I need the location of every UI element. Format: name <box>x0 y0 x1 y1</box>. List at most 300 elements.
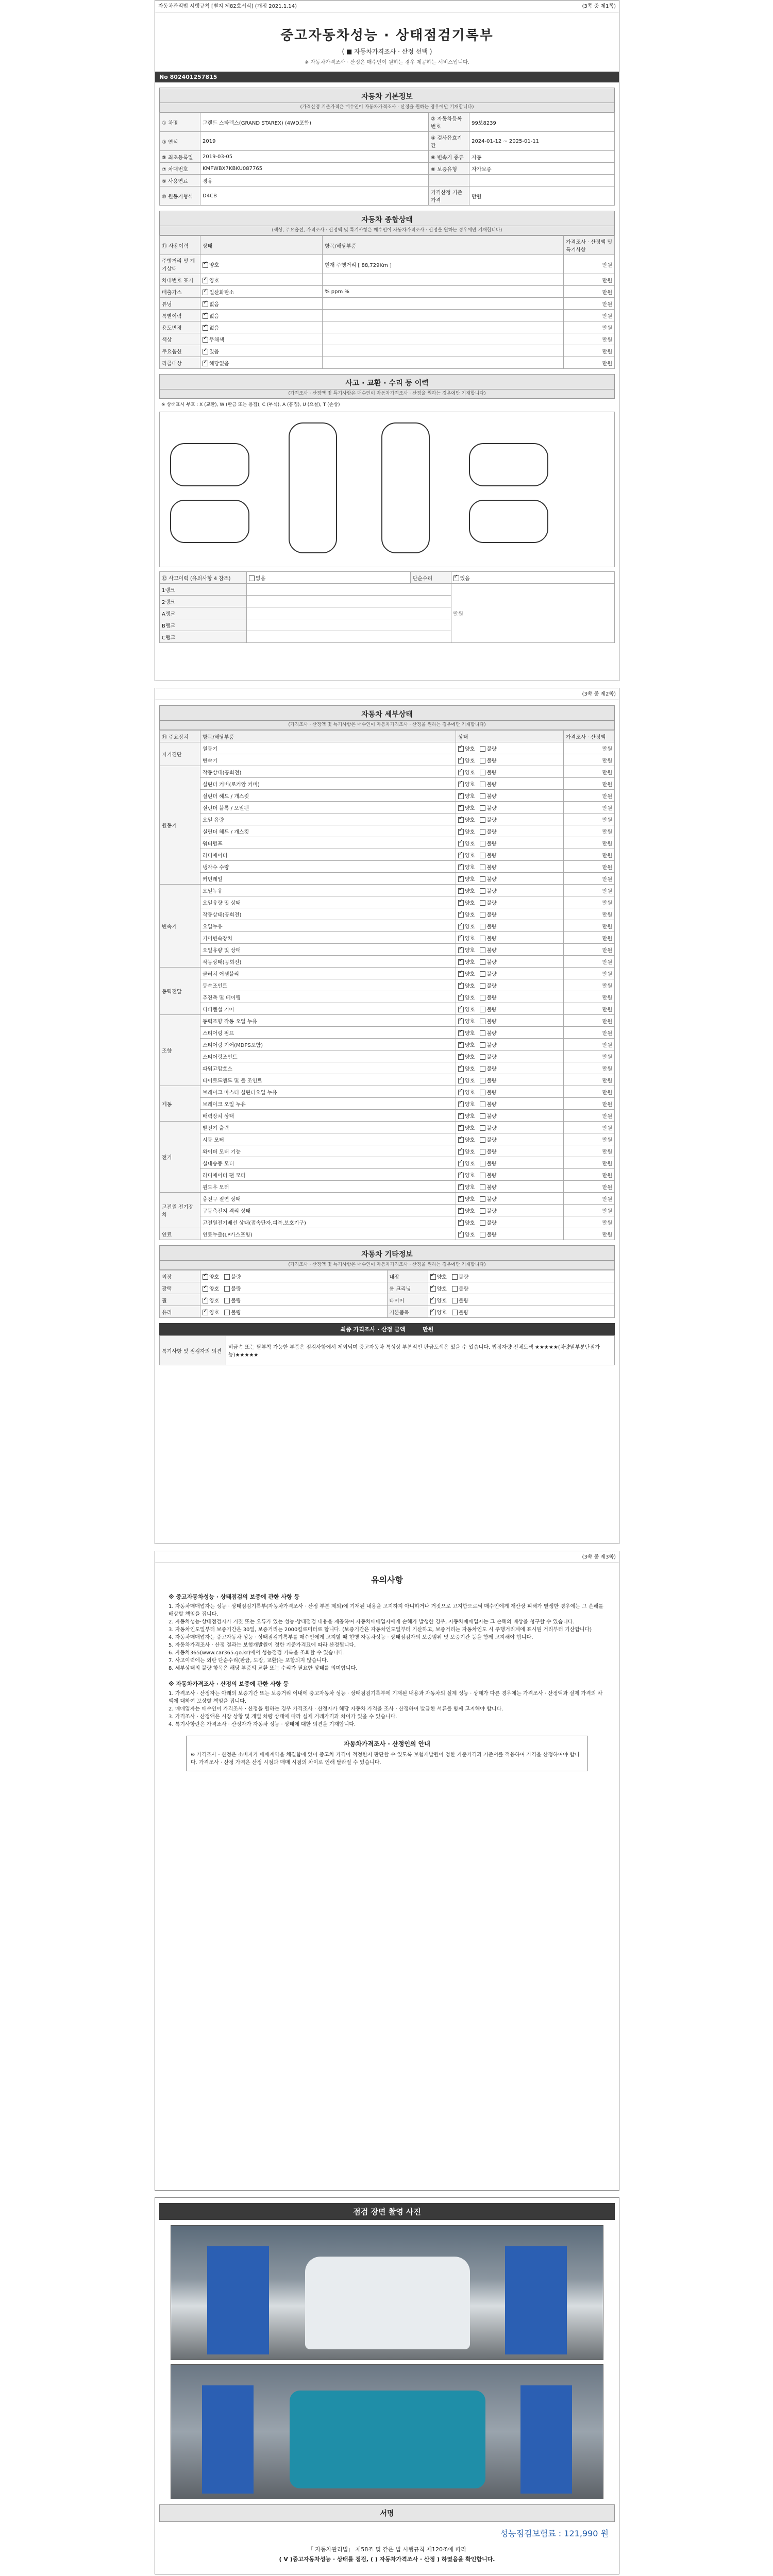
detail-row <box>160 802 615 814</box>
notice-line: 3. 가격조사 · 산정액은 시장 상황 및 개별 차량 상태에 따라 실제 거래가격과 차이가 있을 수 있습니다. <box>169 1714 397 1720</box>
basic-row <box>160 132 615 151</box>
rank2-value <box>247 596 451 607</box>
state-bad: 불량 <box>486 936 497 942</box>
checkbox-checked <box>458 912 464 918</box>
state-bad: 불량 <box>458 1274 469 1280</box>
detail-price: 만원 <box>564 742 615 754</box>
detail-price: 만원 <box>564 944 615 956</box>
detail-row <box>160 1039 615 1050</box>
detail-price: 만원 <box>564 1205 615 1216</box>
insurance-fee: 성능점검보험료 : 121,990 원 <box>500 2529 609 2538</box>
detail-table <box>159 730 615 1240</box>
checkbox-checked <box>458 1090 464 1095</box>
checkbox-checked <box>458 793 464 799</box>
basic-value-2: 2024-01-12 ~ 2025-01-11 <box>469 132 615 151</box>
checkbox-checked <box>458 865 464 870</box>
state-bad: 불량 <box>486 1232 497 1238</box>
detail-row <box>160 1181 615 1193</box>
summary-price: 만원 <box>564 255 615 274</box>
detail-row <box>160 1110 615 1122</box>
sign-line-2: ( V )중고자동차성능 · 상태를 점검, ( ) 자동차가격조사 · 산정 ) 하였음을 확인합니다. <box>279 2556 495 2563</box>
state-bad: 불량 <box>231 1286 241 1292</box>
detail-price: 만원 <box>564 1027 615 1039</box>
state-good: 양호 <box>465 1078 475 1084</box>
summary-price: 만원 <box>564 286 615 298</box>
state-good: 양호 <box>465 1173 475 1179</box>
summary-state-cell <box>200 333 323 345</box>
state-bad: 불량 <box>486 995 497 1001</box>
state-bad: 불량 <box>486 758 497 764</box>
checkbox-checked <box>203 1286 208 1292</box>
basic-row <box>160 163 615 175</box>
notice-line: 1. 가격조사 · 산정자는 아래의 보증기간 또는 보증거리 이내에 중고자동차 성능 · 상태점검기록부에 기재된 내용과 자동차의 실제 성능 · 상태가 다른 경우에는 가격조사 · 산정액과 실제 가격의 차액에 대하여 보상할 책임을 집니다. <box>169 1691 603 1704</box>
detail-item: 변속기 <box>200 754 456 766</box>
state-good: 양호 <box>465 900 475 906</box>
checkbox <box>480 1007 485 1012</box>
state-good: 양호 <box>436 1274 447 1280</box>
checkbox-checked <box>458 770 464 775</box>
detail-price: 만원 <box>564 849 615 861</box>
basic-value: D4CB <box>200 187 429 206</box>
detail-row <box>160 1086 615 1098</box>
state-bad: 불량 <box>486 1161 497 1167</box>
summary-state: 없음 <box>209 313 220 319</box>
summary-state-cell <box>200 274 323 286</box>
state-good: 양호 <box>465 770 475 776</box>
summary-heading: 자동차 종합상태 <box>159 211 615 226</box>
summary-state: 있음 <box>209 349 220 355</box>
detail-row <box>160 861 615 873</box>
rank2-label: 2랭크 <box>160 596 247 607</box>
state-good: 양호 <box>465 1232 475 1238</box>
detail-row <box>160 932 615 944</box>
detail-price: 만원 <box>564 766 615 778</box>
detail-row <box>160 1228 615 1240</box>
detail-item: 스티어링 펌프 <box>200 1027 456 1039</box>
summary-state: 해당없음 <box>209 361 229 367</box>
other-item: 타이어 <box>387 1294 428 1306</box>
checkbox-checked <box>458 1078 464 1083</box>
state-good: 양호 <box>465 782 475 788</box>
final-amount: 만원 <box>423 1326 434 1333</box>
detail-row <box>160 979 615 991</box>
detail-state-cell <box>456 991 564 1003</box>
checkbox-checked <box>458 995 464 1001</box>
state-bad: 불량 <box>486 817 497 823</box>
state-good: 양호 <box>465 888 475 894</box>
other-item: 내장 <box>387 1270 428 1282</box>
checkbox-checked <box>458 1019 464 1024</box>
checkbox <box>452 1274 458 1280</box>
detail-row <box>160 896 615 908</box>
basic-value: 2019-03-05 <box>200 151 429 163</box>
page-4 <box>155 2197 619 2574</box>
state-good: 양호 <box>465 1113 475 1120</box>
checkbox-checked <box>458 936 464 941</box>
detail-state-cell <box>456 1110 564 1122</box>
notice-head-2: ※ 자동차가격조사 · 산정의 보증에 관한 사항 등 <box>169 1681 289 1687</box>
detail-item: 구동축전지 격리 상태 <box>200 1205 456 1216</box>
checkbox <box>480 900 485 906</box>
detail-price: 만원 <box>564 1157 615 1169</box>
detail-row <box>160 837 615 849</box>
ranka-value <box>247 607 451 619</box>
photo-section-title: 점검 장면 촬영 사진 <box>159 2203 615 2220</box>
detail-item: 브레이크 마스터 실린더오일 누유 <box>200 1086 456 1098</box>
detail-state-cell <box>456 1181 564 1193</box>
detail-price: 만원 <box>564 1122 615 1133</box>
checkbox-checked <box>458 1220 464 1226</box>
car-top-outline <box>289 422 337 553</box>
checkbox <box>480 1208 485 1214</box>
detail-col-header: ⑭ 주요장치 <box>160 731 200 742</box>
checkbox-checked <box>458 1054 464 1060</box>
detail-item: 추진축 및 베어링 <box>200 991 456 1003</box>
detail-item: 와이퍼 모터 기능 <box>200 1145 456 1157</box>
vehicle-rear-image <box>290 2391 485 2488</box>
detail-state-cell <box>456 1205 564 1216</box>
detail-item: 브레이크 오일 누유 <box>200 1098 456 1110</box>
summary-state-cell <box>200 298 323 310</box>
detail-group: 자기진단 <box>160 742 200 766</box>
state-good: 양호 <box>465 876 475 883</box>
checkbox-checked <box>203 349 208 354</box>
checkbox-checked <box>458 1232 464 1238</box>
checkbox-checked <box>203 290 208 295</box>
summary-detail <box>323 357 564 369</box>
other-item: 외장 <box>160 1270 200 1282</box>
detail-row <box>160 1205 615 1216</box>
detail-item: 실린더 블록 / 오일팬 <box>200 802 456 814</box>
rankb-label: B랭크 <box>160 619 247 631</box>
detail-state-cell <box>456 1039 564 1050</box>
summary-price: 만원 <box>564 345 615 357</box>
state-good: 양호 <box>465 1007 475 1013</box>
detail-row <box>160 908 615 920</box>
detail-state-cell <box>456 932 564 944</box>
state-good: 양호 <box>465 1220 475 1226</box>
checkbox <box>480 853 485 858</box>
notice-line: 2. 매매업자는 매수인이 가격조사 · 산정을 원하는 경우 가격조사 · 산정자가 해당 자동차 가격을 조사 · 산정하여 발급한 서류를 함께 고지해야 합니다. <box>169 1706 503 1712</box>
summary-state: 없음 <box>209 325 220 331</box>
checkbox <box>480 1149 485 1155</box>
summary-detail <box>323 298 564 310</box>
checkbox-checked <box>458 924 464 929</box>
detail-item: 스티어링조인트 <box>200 1050 456 1062</box>
detail-state-cell <box>456 896 564 908</box>
state-good: 양호 <box>465 1101 475 1108</box>
detail-item: 냉각수 수량 <box>200 861 456 873</box>
checkbox <box>480 924 485 929</box>
summary-col-header: ⑪ 사용이력 <box>160 236 200 255</box>
detail-item: 오일 유량 <box>200 814 456 825</box>
detail-price: 만원 <box>564 1003 615 1015</box>
detail-price: 만원 <box>564 837 615 849</box>
checkbox-checked <box>458 876 464 882</box>
basic-value: 2019 <box>200 132 429 151</box>
detail-state-cell <box>456 814 564 825</box>
summary-detail <box>323 345 564 357</box>
state-good: 양호 <box>465 829 475 835</box>
detail-item: 라디에이터 <box>200 849 456 861</box>
checkbox <box>480 829 485 835</box>
detail-state-cell <box>456 1003 564 1015</box>
state-good: 양호 <box>465 924 475 930</box>
detail-item: 작동상태(공회전) <box>200 908 456 920</box>
summary-item: 튜닝 <box>160 298 200 310</box>
checkbox-checked <box>458 1173 464 1178</box>
checkbox <box>480 959 485 965</box>
summary-item: 배출가스 <box>160 286 200 298</box>
detail-state-cell <box>456 956 564 968</box>
detail-state-cell <box>456 1027 564 1039</box>
detail-row <box>160 1027 615 1039</box>
checkbox <box>480 912 485 918</box>
other-table <box>159 1270 615 1318</box>
detail-state-cell <box>456 979 564 991</box>
detail-row <box>160 1015 615 1027</box>
sign-heading: 서명 <box>159 2504 615 2522</box>
checkbox <box>480 888 485 894</box>
summary-detail <box>323 333 564 345</box>
state-good: 양호 <box>209 1274 220 1280</box>
car-side-outline-3 <box>469 443 548 486</box>
state-bad: 불량 <box>458 1310 469 1316</box>
checkbox <box>452 1286 458 1292</box>
detail-item: 디퍼렌셜 기어 <box>200 1003 456 1015</box>
detail-price: 만원 <box>564 932 615 944</box>
detail-row <box>160 766 615 778</box>
detail-state-cell <box>456 742 564 754</box>
final-heading <box>159 1323 615 1335</box>
detail-state-cell <box>456 908 564 920</box>
detail-price: 만원 <box>564 802 615 814</box>
checkbox-checked <box>458 1149 464 1155</box>
checkbox-checked <box>458 971 464 977</box>
state-bad: 불량 <box>486 770 497 776</box>
state-bad: 불량 <box>486 1137 497 1143</box>
state-bad: 불량 <box>486 1220 497 1226</box>
checkbox-checked <box>458 900 464 906</box>
checkbox <box>480 1232 485 1238</box>
basic-key-2: 가격산정 기준가격 <box>429 187 469 206</box>
detail-group: 전기 <box>160 1122 200 1193</box>
basic-value-2: 만원 <box>469 187 615 206</box>
detail-row <box>160 1193 615 1205</box>
state-bad: 불량 <box>486 1042 497 1048</box>
form-id: 자동차관리법 시행규칙 [별지 제82호서식] (개정 2021.1.14) <box>158 4 297 9</box>
detail-state-cell <box>456 885 564 896</box>
basic-key-2: ② 자동차등록번호 <box>429 113 469 132</box>
summary-row <box>160 333 615 345</box>
state-good: 양호 <box>209 1298 220 1304</box>
checkbox-checked <box>458 782 464 787</box>
detail-row <box>160 956 615 968</box>
detail-group: 고전원 전기장치 <box>160 1193 200 1228</box>
car-side-outline-4 <box>469 500 548 543</box>
detail-row <box>160 814 615 825</box>
state-bad: 불량 <box>486 1066 497 1072</box>
notice-line: 4. 특기사항란은 가격조사 · 산정자가 자동차 성능 · 상태에 대한 의견을 기재합니다. <box>169 1722 356 1727</box>
detail-item: 원동기 <box>200 742 456 754</box>
detail-item: 워터펌프 <box>200 837 456 849</box>
detail-item: 충전구 절연 상태 <box>200 1193 456 1205</box>
detail-row <box>160 968 615 979</box>
state-good: 양호 <box>465 936 475 942</box>
checkbox <box>480 936 485 941</box>
detail-item: 실린더 헤드 / 개스킷 <box>200 790 456 802</box>
detail-group: 동력전달 <box>160 968 200 1015</box>
state-good: 양호 <box>436 1286 447 1292</box>
checkbox-checked <box>458 1161 464 1166</box>
detail-price: 만원 <box>564 1074 615 1086</box>
state-bad: 불량 <box>458 1298 469 1304</box>
detail-row <box>160 1050 615 1062</box>
checkbox <box>480 1019 485 1024</box>
state-bad: 불량 <box>486 805 497 811</box>
detail-price: 만원 <box>564 1015 615 1027</box>
summary-row <box>160 298 615 310</box>
other-state-cell <box>428 1282 615 1294</box>
detail-row <box>160 1157 615 1169</box>
state-bad: 불량 <box>486 1125 497 1131</box>
detail-item: 실내송풍 모터 <box>200 1157 456 1169</box>
checkbox-checked <box>203 301 208 307</box>
inspection-photo-front <box>171 2225 603 2360</box>
page-1 <box>155 0 619 681</box>
other-row <box>160 1306 615 1318</box>
detail-state-cell <box>456 1050 564 1062</box>
detail-state-cell <box>456 1098 564 1110</box>
state-good: 양호 <box>465 1066 475 1072</box>
detail-price: 만원 <box>564 1086 615 1098</box>
lift-post-left <box>207 2246 269 2354</box>
detail-state-cell <box>456 1074 564 1086</box>
other-state-cell <box>200 1294 388 1306</box>
car-frame-outline <box>381 422 430 553</box>
state-good: 양호 <box>465 1208 475 1214</box>
detail-col-header: 상태 <box>456 731 564 742</box>
summary-col-header: 상태 <box>200 236 323 255</box>
car-side-left-outline <box>170 443 249 486</box>
detail-row <box>160 849 615 861</box>
state-good: 양호 <box>465 912 475 918</box>
checkbox-checked <box>203 1298 208 1303</box>
accident-note: (가격조사 · 산정액 및 특기사항은 매수인이 자동차가격조사 · 산정을 원하는 경우에만 기재합니다) <box>159 389 615 399</box>
summary-col-header: 항목/해당부품 <box>323 236 564 255</box>
detail-price: 만원 <box>564 1169 615 1181</box>
basic-info-heading: 자동차 기본정보 <box>159 88 615 103</box>
basic-key-2 <box>429 175 469 187</box>
notice-line: 6. 자동차365(www.car365.go.kr)에서 성능점검 기록을 조회할 수 있습니다. <box>169 1650 345 1656</box>
other-item: 휠 <box>160 1294 200 1306</box>
state-bad: 불량 <box>486 900 497 906</box>
state-bad: 불량 <box>458 1286 469 1292</box>
summary-price: 만원 <box>564 298 615 310</box>
detail-item: 타이로드엔드 및 볼 조인트 <box>200 1074 456 1086</box>
accident-value-cell <box>247 572 411 584</box>
detail-price: 만원 <box>564 1039 615 1050</box>
detail-price: 만원 <box>564 1228 615 1240</box>
state-bad: 불량 <box>486 1054 497 1060</box>
checkbox-checked <box>203 337 208 343</box>
state-bad: 불량 <box>486 1113 497 1120</box>
detail-item: 등속조인트 <box>200 979 456 991</box>
simple-repair-value: 있음 <box>460 575 470 582</box>
detail-state-cell <box>456 1062 564 1074</box>
basic-key-2: ⑧ 보증유형 <box>429 163 469 175</box>
checkbox-checked <box>458 959 464 965</box>
summary-row <box>160 321 615 333</box>
detail-group: 제동 <box>160 1086 200 1122</box>
state-bad: 불량 <box>486 1208 497 1214</box>
detail-row <box>160 1122 615 1133</box>
state-good: 양호 <box>465 758 475 764</box>
detail-heading: 자동차 세부상태 <box>159 705 615 721</box>
summary-item: 특별이력 <box>160 310 200 321</box>
other-state-cell <box>200 1306 388 1318</box>
summary-state: 없음 <box>209 301 220 308</box>
state-good: 양호 <box>465 1196 475 1202</box>
detail-item: 오일누유 <box>200 885 456 896</box>
detail-price: 만원 <box>564 968 615 979</box>
state-good: 양호 <box>465 1090 475 1096</box>
summary-table <box>159 235 615 369</box>
state-bad: 불량 <box>486 841 497 847</box>
vehicle-front-image <box>305 2257 470 2349</box>
state-bad: 불량 <box>486 971 497 977</box>
basic-info-table <box>159 112 615 206</box>
other-state-cell <box>200 1282 388 1294</box>
summary-state: 양호 <box>209 262 220 268</box>
detail-item: 오일유량 및 상태 <box>200 944 456 956</box>
summary-item: 주요옵션 <box>160 345 200 357</box>
state-good: 양호 <box>465 959 475 965</box>
detail-item: 커먼레일 <box>200 873 456 885</box>
car-side-right-outline <box>170 500 249 543</box>
detail-price: 만원 <box>564 1145 615 1157</box>
detail-item: 파워고압호스 <box>200 1062 456 1074</box>
checkbox-checked <box>458 1196 464 1202</box>
basic-value: 경유 <box>200 175 429 187</box>
checkbox <box>480 1054 485 1060</box>
state-good: 양호 <box>209 1310 220 1316</box>
detail-row <box>160 742 615 754</box>
checkbox <box>480 1161 485 1166</box>
state-bad: 불량 <box>486 1019 497 1025</box>
detail-price: 만원 <box>564 1110 615 1122</box>
summary-row <box>160 345 615 357</box>
detail-col-header: 항목/해당부품 <box>200 731 456 742</box>
detail-price: 만원 <box>564 1050 615 1062</box>
detail-state-cell <box>456 1157 564 1169</box>
state-bad: 불량 <box>486 1173 497 1179</box>
notice-line: 3. 자동차인도일부터 보증기간은 30일, 보증거리는 2000킬로미터로 합니다. (보증기간은 자동차인도일부터 기산하고, 보증거리는 자동차인도 시 주행거리계에 표시된 거리부터 기산합니다) <box>169 1627 592 1633</box>
checkbox-checked <box>458 1101 464 1107</box>
checkbox <box>480 947 485 953</box>
detail-state-cell <box>456 920 564 932</box>
detail-state-cell <box>456 873 564 885</box>
checkbox <box>480 805 485 811</box>
checkbox <box>224 1298 230 1303</box>
detail-row <box>160 754 615 766</box>
other-state-cell <box>200 1270 388 1282</box>
state-good: 양호 <box>465 793 475 800</box>
document-number: No 802401257815 <box>155 72 619 82</box>
checkbox-checked <box>203 278 208 283</box>
page-indicator: (3쪽 중 제1쪽) <box>582 4 616 9</box>
state-good: 양호 <box>465 805 475 811</box>
